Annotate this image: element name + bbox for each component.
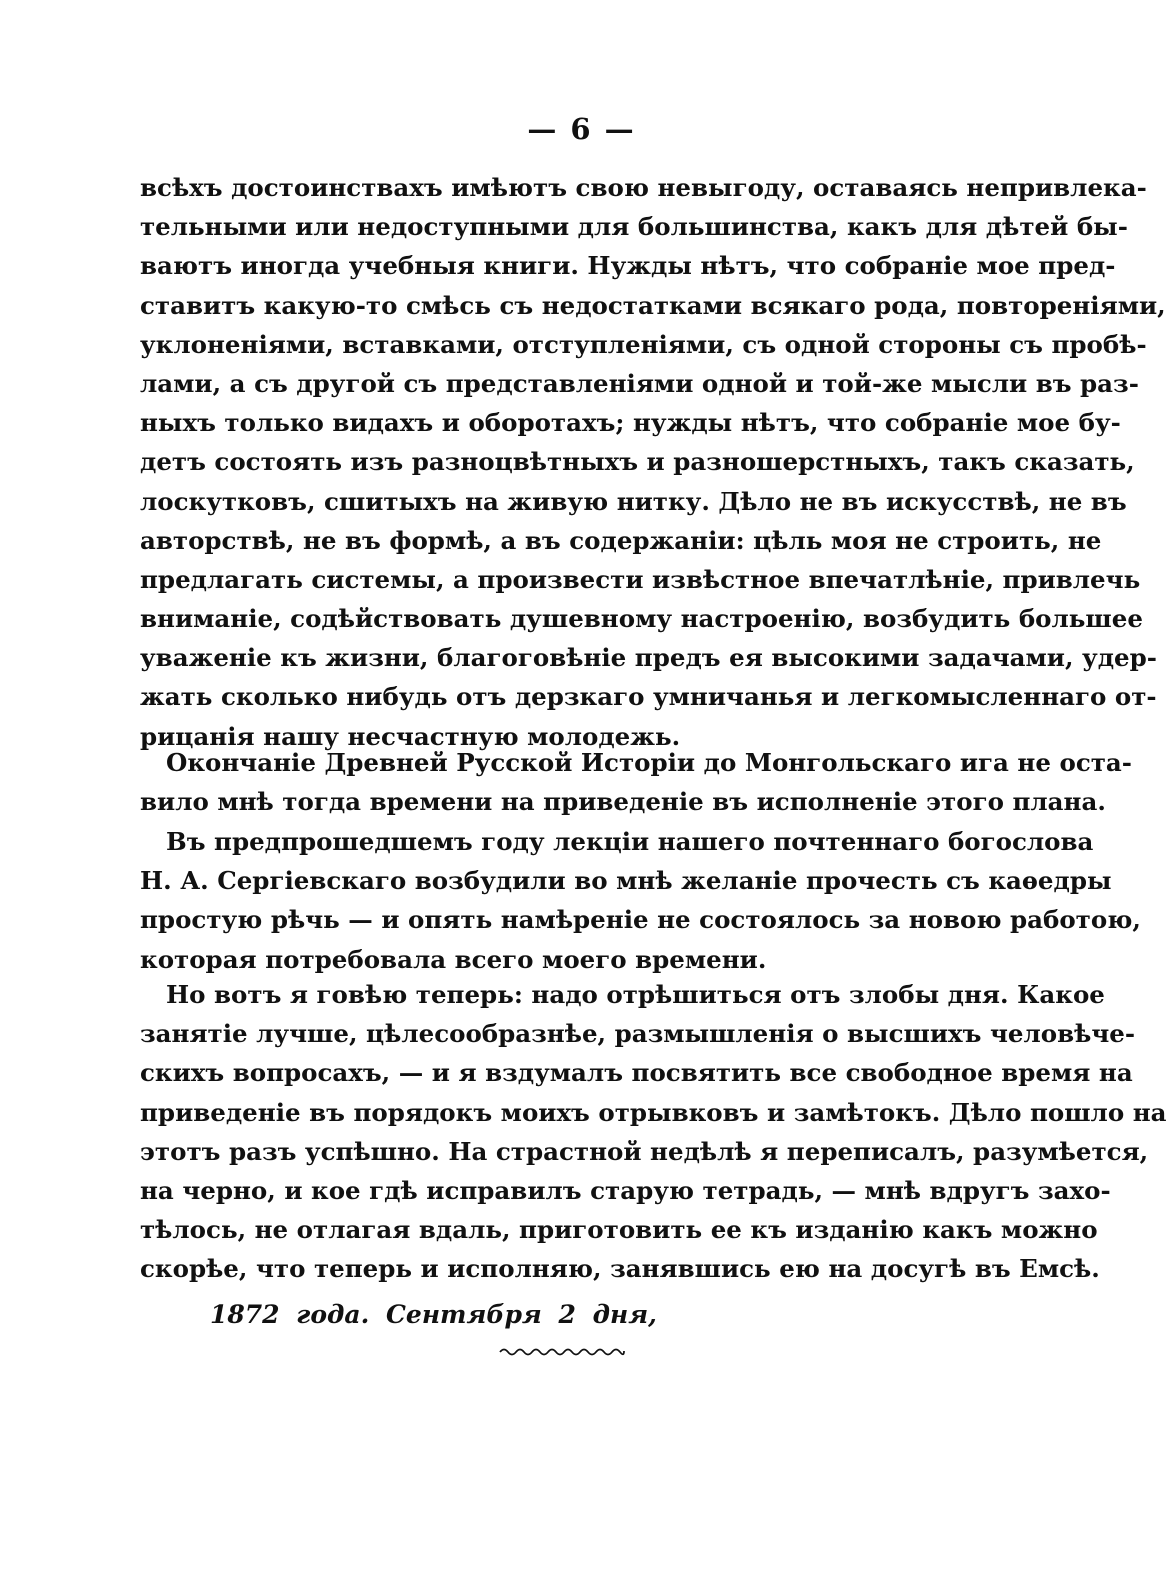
text-line: тѣлось, не отлагая вдаль, приготовить ее къ изданію какъ можно	[140, 1215, 1098, 1245]
text-line: занятіе лучше, цѣлесообразнѣе, размышленія о высшихъ человѣче-	[140, 1019, 1136, 1049]
text-line: скорѣе, что теперь и исполняю, занявшись ею на досугѣ въ Емсѣ.	[140, 1254, 1100, 1284]
text-line: ваютъ иногда учебныя книги. Нужды нѣтъ, что собраніе мое пред-	[140, 251, 1116, 281]
paragraph-1	[140, 168, 1166, 756]
text-line: жать сколько нибудь отъ дерзкаго умничанья и легкомысленнаго от-	[140, 682, 1157, 712]
text-line: уклоненіями, вставками, отступленіями, съ одной стороны съ пробѣ-	[140, 329, 1147, 359]
text-line: на черно, и кое гдѣ исправилъ старую тетрадь, — мнѣ вдругъ захо-	[140, 1175, 1111, 1205]
text-line: лами, а съ другой съ представленіями одной и той-же мысли въ раз-	[140, 368, 1139, 398]
text-line: приведеніе въ порядокъ моихъ отрывковъ и замѣтокъ. Дѣло пошло на	[140, 1097, 1167, 1127]
text-line: Но вотъ я говѣю теперь: надо отрѣшиться отъ злобы дня. Какое	[166, 980, 1105, 1009]
signature-date: 1872 года. Сентября 2 дня,	[210, 1300, 657, 1329]
text-line: ныхъ только видахъ и оборотахъ; нужды нѣтъ, что собраніе мое бу-	[140, 408, 1121, 438]
text-line: детъ состоять изъ разноцвѣтныхъ и разношерстныхъ, такъ сказать,	[140, 447, 1135, 477]
text-line: простую рѣчь — и опять намѣреніе не состоялось за новою работою,	[140, 905, 1141, 935]
wavy-rule-ornament	[498, 1345, 626, 1359]
text-line: вниманіе, содѣйствовать душевному настроенію, возбудить большее	[140, 604, 1143, 634]
paragraph-2	[140, 743, 1132, 821]
text-line: ставитъ какую-то смѣсь съ недостатками всякаго рода, повтореніями,	[140, 290, 1166, 320]
paragraph-3	[140, 822, 1141, 979]
text-line: Окончаніе Древней Русской Исторіи до Монгольскаго ига не оста-	[166, 748, 1132, 777]
text-line: Н. А. Сергіевскаго возбудили во мнѣ желаніе прочесть съ каѳедры	[140, 866, 1112, 896]
text-line: авторствѣ, не въ формѣ, а въ содержаніи: цѣль моя не строить, не	[140, 525, 1102, 555]
text-line: всѣхъ достоинствахъ имѣютъ свою невыгоду, оставаясь непривлека-	[140, 173, 1147, 202]
text-line: этотъ разъ успѣшно. На страстной недѣлѣ я переписалъ, разумѣется,	[140, 1136, 1149, 1166]
text-line: скихъ вопросахъ, — и я вздумалъ посвятить все свободное время на	[140, 1058, 1133, 1088]
text-line: уваженіе къ жизни, благоговѣніе предъ ея высокими задачами, удер-	[140, 643, 1157, 673]
text-line: рицанія нашу несчастную молодежь.	[140, 721, 681, 751]
text-line: которая потребовала всего моего времени.	[140, 944, 767, 974]
text-line: тельными или недоступными для большинства, какъ для дѣтей бы-	[140, 212, 1128, 242]
text-line: предлагать системы, а произвести извѣстное впечатлѣніе, привлечь	[140, 564, 1141, 594]
page-number: — 6 —	[527, 112, 636, 146]
paragraph-4	[140, 975, 1167, 1289]
text-line: Въ предпрошедшемъ году лекціи нашего почтеннаго богослова	[166, 827, 1094, 856]
text-line: вило мнѣ тогда времени на приведеніе въ исполненіе этого плана.	[140, 787, 1106, 817]
text-line: лоскутковъ, сшитыхъ на живую нитку. Дѣло не въ искусствѣ, не въ	[140, 486, 1127, 516]
